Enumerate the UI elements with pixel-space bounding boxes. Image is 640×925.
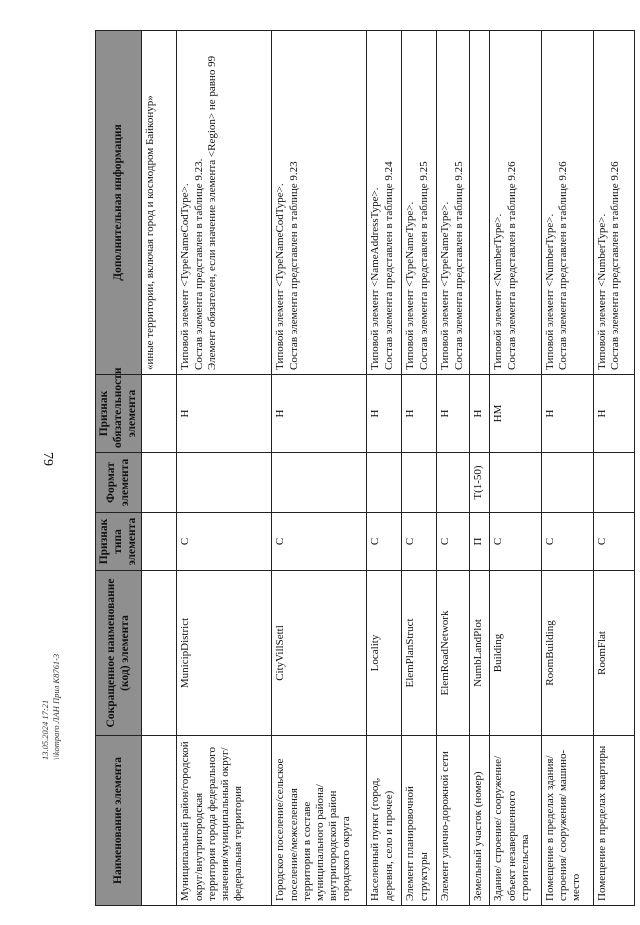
info-line: Типовой элемент <NumberType>. (492, 213, 505, 370)
info-line: Состав элемента представлен в таблице 9.25 (417, 161, 430, 370)
cell-format: T(1-50) (469, 453, 490, 513)
cell-code: NumbLandPlot (469, 571, 490, 736)
cell-name: Земельный участок (номер) (469, 736, 490, 906)
table-row (272, 31, 367, 906)
cell-code: RoomBuilding (542, 571, 594, 736)
table-row (469, 31, 490, 906)
info-line: Типовой элемент <TypeNameType>. (404, 201, 417, 370)
header-mandatory: Признак обязательности элемента (96, 375, 142, 453)
info-line: Состав элемента представлен в таблице 9.25 (452, 161, 465, 370)
table-row (490, 31, 542, 906)
cell-code: MunicipDistrict (177, 571, 272, 736)
cell-type: С (272, 513, 367, 571)
header-format: Формат элемента (96, 453, 142, 513)
header-name: Наименование элемента (96, 736, 142, 906)
cell-mandatory: Н (542, 375, 594, 453)
info-line: Состав элемента представлен в таблице 9.26 (557, 161, 570, 370)
info-line: Типовой элемент <TypeNameCodType>. (274, 183, 287, 370)
info-line: Типовой элемент <NumberType>. (544, 213, 557, 370)
cell-type: С (593, 513, 634, 571)
cell-type: С (177, 513, 272, 571)
cell-info (437, 31, 469, 375)
page-number: 79 (40, 452, 55, 466)
cell-info (490, 31, 542, 375)
cell-info (272, 31, 367, 375)
cell-mandatory: Н (469, 375, 490, 453)
cell-code: Locality (367, 571, 402, 736)
cell-info (593, 31, 634, 375)
cell-mandatory: Н (177, 375, 272, 453)
footer-path: \\komparo ЛАН Прил К8761-3 (50, 653, 61, 760)
footer-timestamp: 13.05.2024 17:21 (40, 699, 50, 760)
info-line: Типовой элемент <TypeNameCodType>. (179, 183, 192, 370)
table-row (142, 31, 177, 906)
cell-type: П (469, 513, 490, 571)
cell-info (177, 31, 272, 375)
cell-info (142, 31, 177, 375)
cell-name: Элемент планировочной структуры (402, 736, 437, 906)
cell-name: Элемент улично-дорожной сети (437, 736, 469, 906)
table-row (542, 31, 594, 906)
cell-info (367, 31, 402, 375)
table-row (367, 31, 402, 906)
info-line: Типовой элемент <NumberType>. (595, 213, 608, 370)
cell-format (177, 453, 272, 513)
cell-code (142, 571, 177, 736)
header-info: Дополнительная информация (96, 31, 142, 375)
cell-mandatory: Н (272, 375, 367, 453)
cell-code: CityVillSettl (272, 571, 367, 736)
info-line: Состав элемента представлен в таблице 9.26 (505, 161, 518, 370)
cell-format (490, 453, 542, 513)
elements-table (95, 30, 635, 906)
print-footer (40, 595, 61, 760)
cell-code: RoomFlat (593, 571, 634, 736)
info-line: Типовой элемент <NameAddressType>. (369, 187, 382, 370)
cell-mandatory: Н (402, 375, 437, 453)
cell-type: С (437, 513, 469, 571)
cell-info (402, 31, 437, 375)
info-line: Состав элемента представлен в таблице 9.23. (192, 158, 205, 370)
cell-mandatory (142, 375, 177, 453)
table-header-row (96, 31, 142, 906)
info-line: «иные территории, включая город и космодром Байконур» (144, 95, 157, 370)
table-row (177, 31, 272, 906)
cell-name: Помещение в пределах квартиры (593, 736, 634, 906)
cell-mandatory: Н (367, 375, 402, 453)
table-row (402, 31, 437, 906)
rotated-table-container (95, 31, 635, 906)
cell-format (402, 453, 437, 513)
cell-format (542, 453, 594, 513)
header-code: Сокращенное наименование (код) элемента (96, 571, 142, 736)
cell-format (367, 453, 402, 513)
table-row (437, 31, 469, 906)
cell-format (437, 453, 469, 513)
cell-type: С (402, 513, 437, 571)
info-line: Типовой элемент <TypeNameType>. (439, 201, 452, 370)
cell-info (469, 31, 490, 375)
cell-name: Населенный пункт (город, деревня, село и прочее) (367, 736, 402, 906)
cell-name: Муниципальный район/городской округ/внутригородская территория города федерального значения/муниципальный округ/федеральная территория (177, 736, 272, 906)
cell-mandatory: НМ (490, 375, 542, 453)
cell-code: Building (490, 571, 542, 736)
info-line: Элемент обязателен, если значение элемента <Region> не равно 99 (205, 55, 218, 370)
cell-type: С (542, 513, 594, 571)
cell-name: Городское поселение/сельское поселение/межселенная территория в составе муниципального района/внутригородской район городского округа (272, 736, 367, 906)
cell-info (542, 31, 594, 375)
cell-format (272, 453, 367, 513)
info-line: Состав элемента представлен в таблице 9.24 (382, 161, 395, 370)
cell-format (593, 453, 634, 513)
cell-type: С (490, 513, 542, 571)
header-type: Признак типа элемента (96, 513, 142, 571)
info-line: Состав элемента представлен в таблице 9.23 (287, 161, 300, 370)
cell-format (142, 453, 177, 513)
cell-name (142, 736, 177, 906)
info-line: Состав элемента представлен в таблице 9.26 (608, 161, 621, 370)
cell-type (142, 513, 177, 571)
cell-code: ElemRoadNetwork (437, 571, 469, 736)
cell-code: ElemPlanStruct (402, 571, 437, 736)
cell-name: Помещение в пределах здания/ строения/ сооружения/ машино-место (542, 736, 594, 906)
cell-name: Здание/ строение/ сооружение/ объект незавершенного строительства (490, 736, 542, 906)
cell-mandatory: Н (437, 375, 469, 453)
cell-type: С (367, 513, 402, 571)
table-row (593, 31, 634, 906)
cell-mandatory: Н (593, 375, 634, 453)
